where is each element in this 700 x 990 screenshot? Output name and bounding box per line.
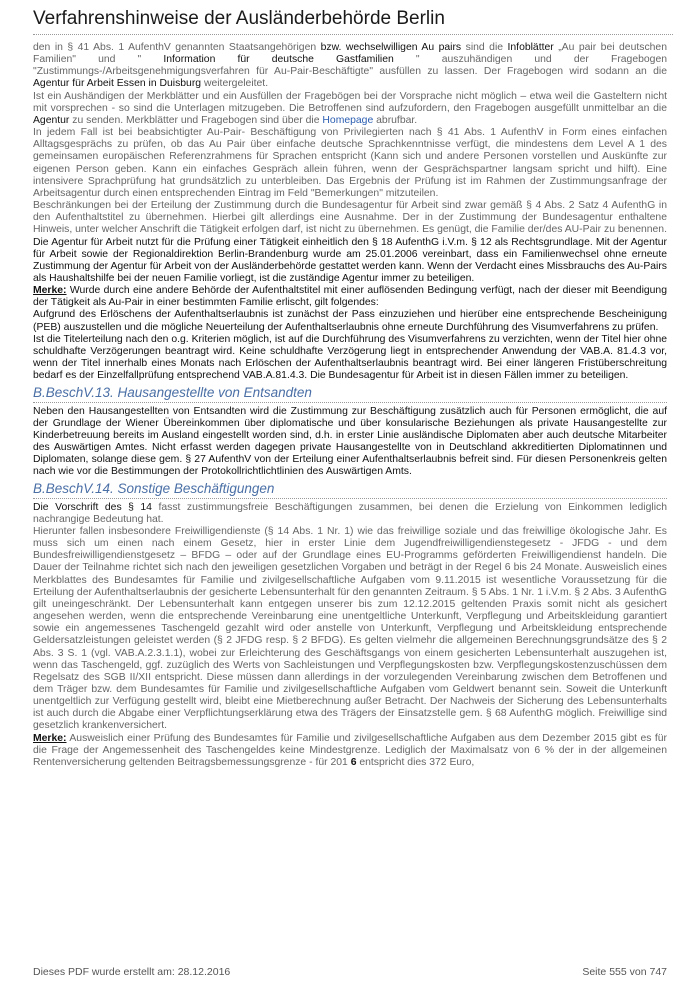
paragraph-language-check: In jedem Fall ist bei beabsichtigter Au-Pair- Beschäftigung von Privilegierten nach § 41 Abs. 1 AufenthV in Form eines einfachen Alltagsgesprächs zu prüfen, ob das Au Pair über einfache deutsche Sprachkenntnisse verfügt, die mindestens dem Level A 1 des gemeinsamen europäischen Referenzrahmens für Sprachen entspricht (Kann sich und andere Personen vorstellen und Auskünfte zur eigenen Person geben. Kann ein einfaches Gespräch allein führen, wenn der Gesprächspartner langsam spricht und hilft). Eine intensivere Sprachprüfung hat grundsätzlich zu unterbleiben. Das Ergebnis der Prüfung ist im Rahmen der Zustimmungsanfrage der Arbeitsagentur durch einen entsprechenden Eintrag im Feld "Bemerkungen" mitzuteilen.: [33, 127, 667, 199]
creation-date: Dieses PDF wurde erstellt am: 28.12.2016: [33, 966, 231, 978]
paragraph-expiry: Aufgrund des Erlöschens der Aufenthaltserlaubnis ist zunächst der Pass einzuziehen und hierüber eine entsprechende Bescheinigung (PEB) auszustellen und die mögliche Neuerteilung der Aufenthaltserlaubnis ohne erneute Durchführung des Visumverfahrens zu prüfen.: [33, 309, 667, 333]
paragraph-merke-2: Merke: Ausweislich einer Prüfung des Bundesamtes für Familie und zivilgesellschaftliche Aufgaben aus dem Dezember 2015 gibt es für die Frage der Angemessenheit des Taschengeldes keine Mindestgrenze. Lediglich der Maximalsatz von 6 % der in der allgemeinen Rentenversicherung geltenden Beitragsbemessungsgrenze - für 201 6 entspricht dies 372 Euro,: [33, 732, 667, 768]
paragraph-au-pair-info: den in § 41 Abs. 1 AufenthV genannten Staatsangehörigen bzw. wechselwilligen Au pairs sind die Infoblätter „Au pair bei deutschen Familien" und " Information für deutsche Gastfamilien " auszuhändigen und der Fragebogen "Zustimmungs-/Arbeitsgenehmigungsverfahren für Au-Pair-Beschäftigte" ausfüllen zu lassen. Der Fragebogen wird sodann an die Agentur für Arbeit Essen in Duisburg weitergeleitet.: [33, 42, 668, 90]
section-heading-14: B.BeschV.14. Sonstige Beschäftigungen: [33, 483, 667, 498]
paragraph-restrictions: Beschränkungen bei der Erteilung der Zustimmung durch die Bundesagentur für Arbeit sind zwar gemäß § 4 Abs. 2 Satz 4 AufenthG in den Aufenthaltstitel zu übernehmen. Hierbei gilt allerdings eine Ausnahme. Der in der Zustimmung der Bundesagentur enthaltene Hinweis, unter welcher Anschrift die Tätigkeit erfolgen darf, ist nicht zu übernehmen. Es genügt, die Familie der/des AU-Pair zu benennen.: [33, 200, 667, 236]
page-title: Verfahrenshinweise der Ausländerbehörde Berlin: [33, 8, 673, 35]
paragraph-legal-basis: Die Agentur für Arbeit nutzt für die Prüfung einer Tätigkeit einheitlich den § 18 AufenthG i.V.m. § 12 als Rechtsgrundlage. Mit der Agentur für Arbeit sowie der Regionaldirektion Berlin-Brandenburg wurde am 25.01.2006 vereinbart, dass ein Familienwechsel ohne erneute Zustimmung der Agentur für Arbeit von der Ausländerbehörde gestattet werden kann. Wenn der Verdacht eines Missbrauchs des Au-Pairs als Haushaltshilfe bei der neuen Familie vorliegt, ist die zuständige Agentur immer zu beteiligen.: [33, 236, 667, 284]
paragraph-section-14-intro: Die Vorschrift des § 14 fasst zustimmungsfreie Beschäftigungen zusammen, bei denen die Erzielung von Einkommen lediglich nachrangige Bedeutung hat.: [33, 501, 667, 525]
agentur-link[interactable]: Agentur: [33, 114, 70, 126]
merke-label: Merke:: [33, 285, 67, 297]
page-number: Seite 555 von 747: [582, 966, 667, 978]
document-body: [33, 42, 667, 769]
paragraph-title-issue: Ist die Titelerteilung nach den o.g. Kriterien möglich, ist auf die Durchführung des Visumverfahrens zu verzichten, wenn der Titel hier ohne schuldhafte Verzögerungen beantragt wird. Keine schuldhafte Verzögerung liegt in entsprechender Anwendung der VAB.A. 81.4.3 vor, wenn der Titel innerhalb eines Monats nach Erlöschen der Aufenthaltserlaubnis beantragt wird. Bei einer längeren Fristüberschreitung bedarf es der Einzelfallprüfung entsprechend VAB.A.81.4.3. Die Bundesagentur für Arbeit ist in diesen Fällen immer zu beteiligen.: [33, 333, 667, 382]
homepage-link[interactable]: Homepage: [322, 114, 374, 126]
paragraph-handout: Ist ein Aushändigen der Merkblätter und ein Ausfüllen der Fragebögen bei der Vorsprache nicht möglich – etwa weil die Gasteltern nicht mit vorsprechen - so sind die Unterlagen mitzugeben. Die Betroffenen sind aufzufordern, den Fragebogen ausgefüllt unmittelbar an die Agentur zu senden. Merkblätter und Fragebogen sind über die Homepage abrufbar.: [33, 90, 667, 126]
paragraph-volunteer-services: Hierunter fallen insbesondere Freiwilligendienste (§ 14 Abs. 1 Nr. 1) wie das freiwillige soziale und das freiwillige ökologische Jahr. Es muss sich um einen nach einem Gesetz, hier in erster Linie dem Jugendfreiwilligendienstegesetz - JFDG - und dem Bundesfreiwilligendienstgesetz – BFDG – oder auf der Grundlage eines EU-Programms geförderten Freiwilligendienst handeln. Die Dauer der Teilnahme richtet sich nach den jeweiligen gesetzlichen Vorgaben und beträgt in der Regel 6 bis 24 Monate. Ausweislich eines Merkblattes des Bundesamtes für Familie und zivilgesellschaftliche Aufgaben vom 9.11.2015 ist wesentliche Voraussetzung für die Erteilung der Aufenthaltserlaubnis der gesicherte Lebensunterhalt für den genannten Zeitraum. § 5 Abs. 1 Nr. 1 i.V.m. § 2 Abs. 3 AufenthG gilt uneingeschränkt. Der Lebensunterhalt kann entgegen unserer bis zum 12.12.2015 geltenden Praxis somit nicht als gesichert angesehen werden, wenn die entsprechende Vereinbarung eine unentgeltliche Unterkunft, Verpflegung und Arbeitskleidung garantiert sowie ein angemessenes Taschengeld gezahlt wird oder anstelle von Unterkunft, Verpflegung und Arbeitskleidung entsprechende Geldersatzleistungen geleistet werden (§ 2 JFDG resp. § 2 BFDG). Es gelten vielmehr die allgemeinen Berechnungsgrundsätze des § 2 Abs. 3 S. 1 (vgl. VAB.A.2.3.1.1), wobei zur Erleichterung des Geschäftsgangs von einem gesicherten Lebensunterhalt auszugehen ist, wenn das Taschengeld, ggf. zuzüglich des Werts von Sachleistungen und Verpflegungskosten bzw. Verpflegungskostenzuschüssen dem Regelsatz des SGB II/XII entspricht. Diese müssen dann allerdings in der vorzulegenden Vereinbarung zwischen dem Betroffenen und dem Träger bzw. dem Bundesamtes für Familie und zivilgesellschaftliche Aufgaben vom Geldwert benannt sein. Soweit die Unterkunft unentgeltlich zur Verfügung gestellt wird, bleibt eine Mietberechnung außer Betracht. Der Nachweis der Sicherung des Lebensunterhalts ist auch durch die Abgabe einer Verpflichtungserklärung etwa des Trägers der Einsatzstelle gem. § 68 AufenthG möglich. Freiwillige sind gesetzlich krankenversichert.: [33, 525, 667, 732]
paragraph-merke-1: Merke: Wurde durch eine andere Behörde der Aufenthaltstitel mit einer auflösenden Bedingung verfügt, nach der dieser mit Beendigung der Tätigkeit als Au-Pair in einer bestimmten Familie erlischt, gilt folgendes:: [33, 285, 667, 309]
paragraph-domestic-staff: Neben den Hausangestellten von Entsandten wird die Zustimmung zur Beschäftigung zusätzlich auch für Personen ermöglicht, die auf der Grundlage der Wiener Übereinkommen über diplomatische und über konsularische Beziehungen als private Hausangestellte zur Kinderbetreuung bereits im Ausland eingestellt worden sind, d.h. in erster Linie ausländische Diplomaten aber auch deutsche Mitarbeiter des Auswärtigen Amtes. Nicht erfasst werden dagegen private Hausangestellte von in Deutschland akkreditierten Diplomatinnen und Diplomaten, solange diese gem. § 27 AufenthV von der Erteilung einer Aufenthaltserlaubnis befreit sind. Für diesen Personenkreis gelten nach wie vor die Bestimmungen der Protokollrichtlichtlinien des Auswärtigen Amts.: [33, 405, 667, 478]
merke-label: Merke:: [33, 732, 67, 744]
section-heading-13: B.BeschV.13. Hausangestellte von Entsandten: [33, 387, 667, 402]
agency-link[interactable]: Agentur für Arbeit Essen in Duisburg: [33, 78, 202, 90]
page-footer: [33, 966, 667, 978]
